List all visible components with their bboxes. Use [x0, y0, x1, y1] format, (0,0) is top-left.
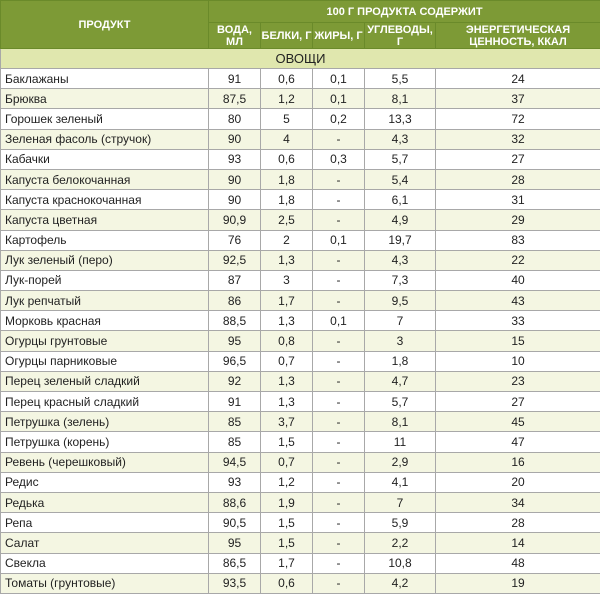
water-value: 91 — [209, 69, 261, 89]
table-row — [1, 210, 600, 230]
protein-value: 0,7 — [261, 351, 313, 371]
fat-value: 0,1 — [313, 230, 365, 250]
product-name: Ревень (черешковый) — [1, 452, 209, 472]
protein-value: 4 — [261, 129, 313, 149]
product-name: Огурцы грунтовые — [1, 331, 209, 351]
table-row — [1, 553, 600, 573]
water-value: 91 — [209, 392, 261, 412]
fat-value: - — [313, 513, 365, 533]
product-name: Кабачки — [1, 149, 209, 169]
carbs-value: 13,3 — [365, 109, 436, 129]
protein-value: 1,2 — [261, 89, 313, 109]
fat-value: - — [313, 169, 365, 189]
energy-value: 15 — [436, 331, 600, 351]
energy-value: 43 — [436, 291, 600, 311]
table-row — [1, 573, 600, 593]
carbs-value: 5,7 — [365, 392, 436, 412]
product-name: Капуста краснокочанная — [1, 190, 209, 210]
protein-value: 5 — [261, 109, 313, 129]
protein-value: 1,7 — [261, 553, 313, 573]
carbs-value: 11 — [365, 432, 436, 452]
fat-value: - — [313, 351, 365, 371]
table-row — [1, 190, 600, 210]
table-row — [1, 109, 600, 129]
fat-value: - — [313, 129, 365, 149]
carbs-value: 2,9 — [365, 452, 436, 472]
carbs-value: 9,5 — [365, 291, 436, 311]
protein-value: 1,3 — [261, 250, 313, 270]
carbs-value: 4,2 — [365, 573, 436, 593]
water-value: 92 — [209, 371, 261, 391]
water-value: 90 — [209, 129, 261, 149]
protein-value: 0,6 — [261, 69, 313, 89]
table-row — [1, 351, 600, 371]
fat-value: - — [313, 291, 365, 311]
protein-value: 1,8 — [261, 169, 313, 189]
water-value: 85 — [209, 432, 261, 452]
carbs-value: 5,5 — [365, 69, 436, 89]
table-row — [1, 149, 600, 169]
water-value: 90 — [209, 169, 261, 189]
section-row — [1, 49, 600, 69]
product-name: Зеленая фасоль (стручок) — [1, 129, 209, 149]
fat-value: - — [313, 210, 365, 230]
table-row — [1, 371, 600, 391]
carbs-value: 4,3 — [365, 129, 436, 149]
fat-value: - — [313, 190, 365, 210]
table-row — [1, 129, 600, 149]
protein-value: 0,7 — [261, 452, 313, 472]
product-name: Петрушка (зелень) — [1, 412, 209, 432]
carbs-value: 10,8 — [365, 553, 436, 573]
table-row — [1, 472, 600, 492]
fat-value: 0,1 — [313, 69, 365, 89]
carbs-value: 4,3 — [365, 250, 436, 270]
protein-value: 1,7 — [261, 291, 313, 311]
energy-value: 29 — [436, 210, 600, 230]
carbs-value: 4,7 — [365, 371, 436, 391]
product-name: Огурцы парниковые — [1, 351, 209, 371]
protein-value: 3,7 — [261, 412, 313, 432]
protein-value: 2 — [261, 230, 313, 250]
energy-value: 22 — [436, 250, 600, 270]
water-value: 88,5 — [209, 311, 261, 331]
product-name: Редис — [1, 472, 209, 492]
energy-value: 34 — [436, 492, 600, 512]
product-name: Репа — [1, 513, 209, 533]
energy-value: 23 — [436, 371, 600, 391]
fat-value: - — [313, 533, 365, 553]
product-name: Свекла — [1, 553, 209, 573]
product-name: Капуста цветная — [1, 210, 209, 230]
fat-value: - — [313, 553, 365, 573]
carbs-value: 8,1 — [365, 89, 436, 109]
fat-value: - — [313, 270, 365, 290]
product-name: Перец красный сладкий — [1, 392, 209, 412]
column-header-energy: ЭНЕРГЕТИЧЕСКАЯ ЦЕННОСТЬ, ККАЛ — [436, 23, 600, 49]
table-row — [1, 169, 600, 189]
product-name: Редька — [1, 492, 209, 512]
energy-value: 10 — [436, 351, 600, 371]
fat-value: - — [313, 472, 365, 492]
energy-value: 32 — [436, 129, 600, 149]
product-name: Петрушка (корень) — [1, 432, 209, 452]
product-name: Лук зеленый (перо) — [1, 250, 209, 270]
water-value: 80 — [209, 109, 261, 129]
table-row — [1, 392, 600, 412]
table-row — [1, 492, 600, 512]
protein-value: 3 — [261, 270, 313, 290]
protein-value: 1,3 — [261, 371, 313, 391]
table-row — [1, 291, 600, 311]
water-value: 90,5 — [209, 513, 261, 533]
protein-value: 0,6 — [261, 149, 313, 169]
column-header-water: ВОДА, МЛ — [209, 23, 261, 49]
column-header-protein: БЕЛКИ, Г — [261, 23, 313, 49]
water-value: 76 — [209, 230, 261, 250]
water-value: 90 — [209, 190, 261, 210]
table-row — [1, 533, 600, 553]
product-name: Лук-порей — [1, 270, 209, 290]
protein-value: 2,5 — [261, 210, 313, 230]
water-value: 86,5 — [209, 553, 261, 573]
carbs-value: 8,1 — [365, 412, 436, 432]
water-value: 87,5 — [209, 89, 261, 109]
column-header-fat: ЖИРЫ, Г — [313, 23, 365, 49]
fat-value: - — [313, 371, 365, 391]
water-value: 93 — [209, 472, 261, 492]
table-row — [1, 270, 600, 290]
product-name: Томаты (грунтовые) — [1, 573, 209, 593]
table-row — [1, 69, 600, 89]
energy-value: 33 — [436, 311, 600, 331]
protein-value: 0,8 — [261, 331, 313, 351]
fat-value: - — [313, 452, 365, 472]
energy-value: 27 — [436, 392, 600, 412]
carbs-value: 1,8 — [365, 351, 436, 371]
product-name: Картофель — [1, 230, 209, 250]
carbs-value: 4,9 — [365, 210, 436, 230]
energy-value: 27 — [436, 149, 600, 169]
fat-value: 0,1 — [313, 89, 365, 109]
carbs-value: 6,1 — [365, 190, 436, 210]
protein-value: 0,6 — [261, 573, 313, 593]
table-row — [1, 230, 600, 250]
product-name: Капуста белокочанная — [1, 169, 209, 189]
product-name: Морковь красная — [1, 311, 209, 331]
energy-value: 48 — [436, 553, 600, 573]
column-header-carbs: УГЛЕВОДЫ, Г — [365, 23, 436, 49]
protein-value: 1,8 — [261, 190, 313, 210]
energy-value: 14 — [436, 533, 600, 553]
carbs-value: 7,3 — [365, 270, 436, 290]
product-name: Перец зеленый сладкий — [1, 371, 209, 391]
protein-value: 1,5 — [261, 533, 313, 553]
fat-value: 0,2 — [313, 109, 365, 129]
water-value: 88,6 — [209, 492, 261, 512]
water-value: 90,9 — [209, 210, 261, 230]
energy-value: 19 — [436, 573, 600, 593]
carbs-value: 5,4 — [365, 169, 436, 189]
protein-value: 1,5 — [261, 432, 313, 452]
protein-value: 1,5 — [261, 513, 313, 533]
energy-value: 83 — [436, 230, 600, 250]
fat-value: - — [313, 392, 365, 412]
fat-value: - — [313, 250, 365, 270]
energy-value: 37 — [436, 89, 600, 109]
carbs-value: 19,7 — [365, 230, 436, 250]
carbs-value: 2,2 — [365, 533, 436, 553]
water-value: 86 — [209, 291, 261, 311]
carbs-value: 5,9 — [365, 513, 436, 533]
energy-value: 24 — [436, 69, 600, 89]
energy-value: 28 — [436, 169, 600, 189]
table-row — [1, 452, 600, 472]
carbs-value: 7 — [365, 311, 436, 331]
table-row — [1, 311, 600, 331]
energy-value: 31 — [436, 190, 600, 210]
water-value: 96,5 — [209, 351, 261, 371]
fat-value: - — [313, 432, 365, 452]
column-header-product: ПРОДУКТ — [1, 1, 209, 49]
carbs-value: 7 — [365, 492, 436, 512]
product-name: Баклажаны — [1, 69, 209, 89]
carbs-value: 5,7 — [365, 149, 436, 169]
protein-value: 1,9 — [261, 492, 313, 512]
product-name: Горошек зеленый — [1, 109, 209, 129]
water-value: 85 — [209, 412, 261, 432]
energy-value: 28 — [436, 513, 600, 533]
product-name: Брюква — [1, 89, 209, 109]
energy-value: 40 — [436, 270, 600, 290]
fat-value: - — [313, 492, 365, 512]
water-value: 93 — [209, 149, 261, 169]
energy-value: 47 — [436, 432, 600, 452]
water-value: 87 — [209, 270, 261, 290]
energy-value: 45 — [436, 412, 600, 432]
section-label: ОВОЩИ — [1, 49, 600, 69]
fat-value: - — [313, 573, 365, 593]
product-name: Лук репчатый — [1, 291, 209, 311]
carbs-value: 3 — [365, 331, 436, 351]
energy-value: 20 — [436, 472, 600, 492]
table-row — [1, 250, 600, 270]
protein-value: 1,3 — [261, 392, 313, 412]
table-row — [1, 412, 600, 432]
water-value: 95 — [209, 331, 261, 351]
water-value: 94,5 — [209, 452, 261, 472]
water-value: 95 — [209, 533, 261, 553]
energy-value: 16 — [436, 452, 600, 472]
table-row — [1, 432, 600, 452]
energy-value: 72 — [436, 109, 600, 129]
table-row — [1, 513, 600, 533]
product-name: Салат — [1, 533, 209, 553]
table-row — [1, 331, 600, 351]
water-value: 92,5 — [209, 250, 261, 270]
fat-value: - — [313, 331, 365, 351]
fat-value: 0,1 — [313, 311, 365, 331]
carbs-value: 4,1 — [365, 472, 436, 492]
fat-value: 0,3 — [313, 149, 365, 169]
protein-value: 1,2 — [261, 472, 313, 492]
table-row — [1, 89, 600, 109]
protein-value: 1,3 — [261, 311, 313, 331]
water-value: 93,5 — [209, 573, 261, 593]
fat-value: - — [313, 412, 365, 432]
column-group-header: 100 Г ПРОДУКТА СОДЕРЖИТ — [209, 1, 600, 23]
